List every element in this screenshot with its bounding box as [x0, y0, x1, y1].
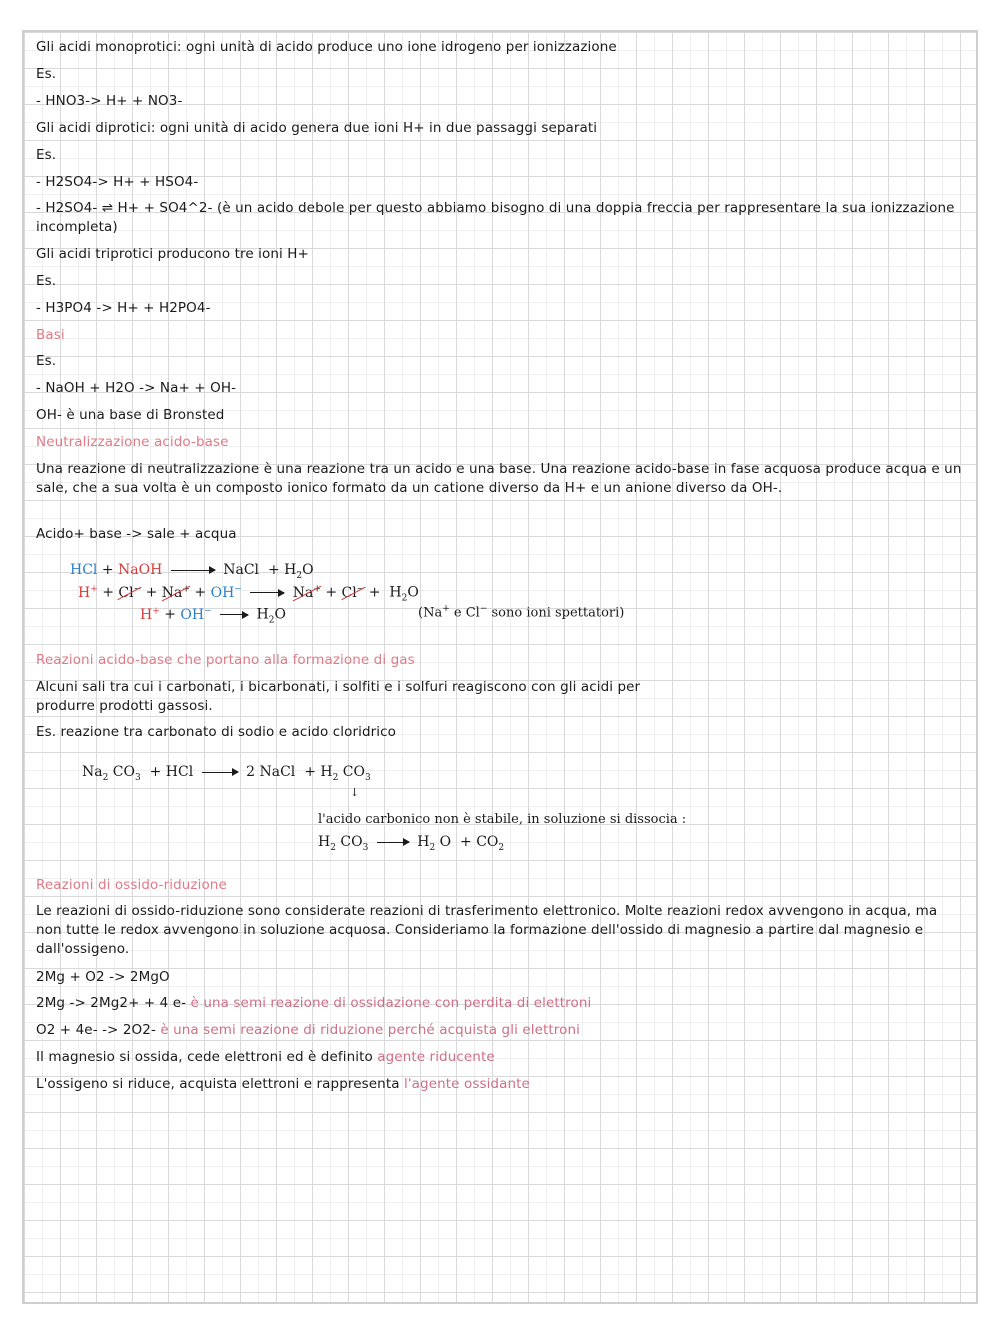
equation-net-ionic: H+ + OH− $H_2O$ — [140, 606, 286, 626]
text-line: produrre prodotti gassosi. — [36, 698, 213, 714]
text-line: L'ossigeno si riduce, acquista elettroni e rappresenta l'agente ossidante — [36, 1076, 530, 1092]
text-line: 2Mg -> 2Mg2+ + 4 e- è una semi reazione di ossidazione con perdita di elettroni — [36, 995, 592, 1011]
equation-neutralization: HCl + NaOH NaCl + $H_2O$ — [70, 562, 314, 581]
text-line: Alcuni sali tra cui i carbonati, i bicarbonati, i solfiti e i solfuri reagiscono con gli acidi per — [36, 679, 641, 695]
text-line: - H3PO4 -> H+ + H2PO4- — [36, 300, 211, 316]
text-line: Es. — [36, 147, 57, 163]
section-heading-neutralizzazione: Neutralizzazione acido-base — [36, 434, 229, 450]
section-heading-gas: Reazioni acido-base che portano alla formazione di gas — [36, 652, 415, 668]
carbonic-acid-note: l'acido carbonico non è stabile, in soluzione si dissocia : — [318, 812, 687, 827]
down-arrow-icon: ↓ — [350, 786, 360, 799]
section-heading-basi: Basi — [36, 327, 65, 343]
text-line: - H2SO4-> H+ + HSO4- — [36, 174, 199, 190]
text-line: Es. reazione tra carbonato di sodio e acido cloridrico — [36, 724, 397, 740]
text-line: Gli acidi diprotici: ogni unità di acido genera due ioni H+ in due passaggi separati — [36, 120, 598, 136]
equation-gas: $Na_2$ $CO_3$ + HCl 2 NaCl + $H_2$ $CO_3$ — [82, 764, 371, 783]
text-line: OH- è una base di Bronsted — [36, 407, 225, 423]
text-line: O2 + 4e- -> 2O2- è una semi reazione di riduzione perché acquista gli elettroni — [36, 1022, 580, 1038]
text-line: Es. — [36, 353, 57, 369]
spectator-ions-note: (Na+ e Cl− sono ioni spettatori) — [418, 604, 625, 621]
text-line: 2Mg + O2 -> 2MgO — [36, 969, 170, 985]
text-paragraph: - H2SO4- ⇌ H+ + SO4^2- (è un acido debole per questo abbiamo bisogno di una doppia freccia per rappresentare la sua ionizzazione incompleta) — [36, 200, 955, 235]
section-heading-redox: Reazioni di ossido-riduzione — [36, 877, 227, 893]
equation-dissociation: $H_2$ $CO_3$ $H_2$ $O + CO_2$ — [318, 834, 505, 853]
text-line: Gli acidi triprotici producono tre ioni H+ — [36, 246, 309, 262]
text-line: - NaOH + H2O -> Na+ + OH- — [36, 380, 237, 396]
text-line: Es. — [36, 273, 57, 289]
text-line: Gli acidi monoprotici: ogni unità di acido produce uno ione idrogeno per ionizzazione — [36, 39, 617, 55]
text-paragraph: Una reazione di neutralizzazione è una reazione tra un acido e una base. Una reazione acido-base in fase acquosa produce acqua e un sale, che a sua volta è un composto ionico formato da un catione diverso da H+ e un anione diverso da OH-. — [36, 461, 962, 496]
text-line: - HNO3-> H+ + NO3- — [36, 93, 183, 109]
text-line: Acido+ base -> sale + acqua — [36, 526, 237, 542]
text-line: Es. — [36, 66, 57, 82]
text-paragraph: Le reazioni di ossido-riduzione sono considerate reazioni di trasferimento elettronico. Molte reazioni redox avvengono in acqua, ma non tutte le redox avvengono in soluzione acquosa. Consideriamo la formazione dell'ossido di magnesio a partire dal magnesio e dall'ossigeno. — [36, 903, 938, 957]
text-line: Il magnesio si ossida, cede elettroni ed è definito agente riducente — [36, 1049, 495, 1065]
equation-ionic: H+ + Cl− + Na+ + OH− $Na^+ + Cl^- + H_2O$ — [78, 584, 419, 604]
